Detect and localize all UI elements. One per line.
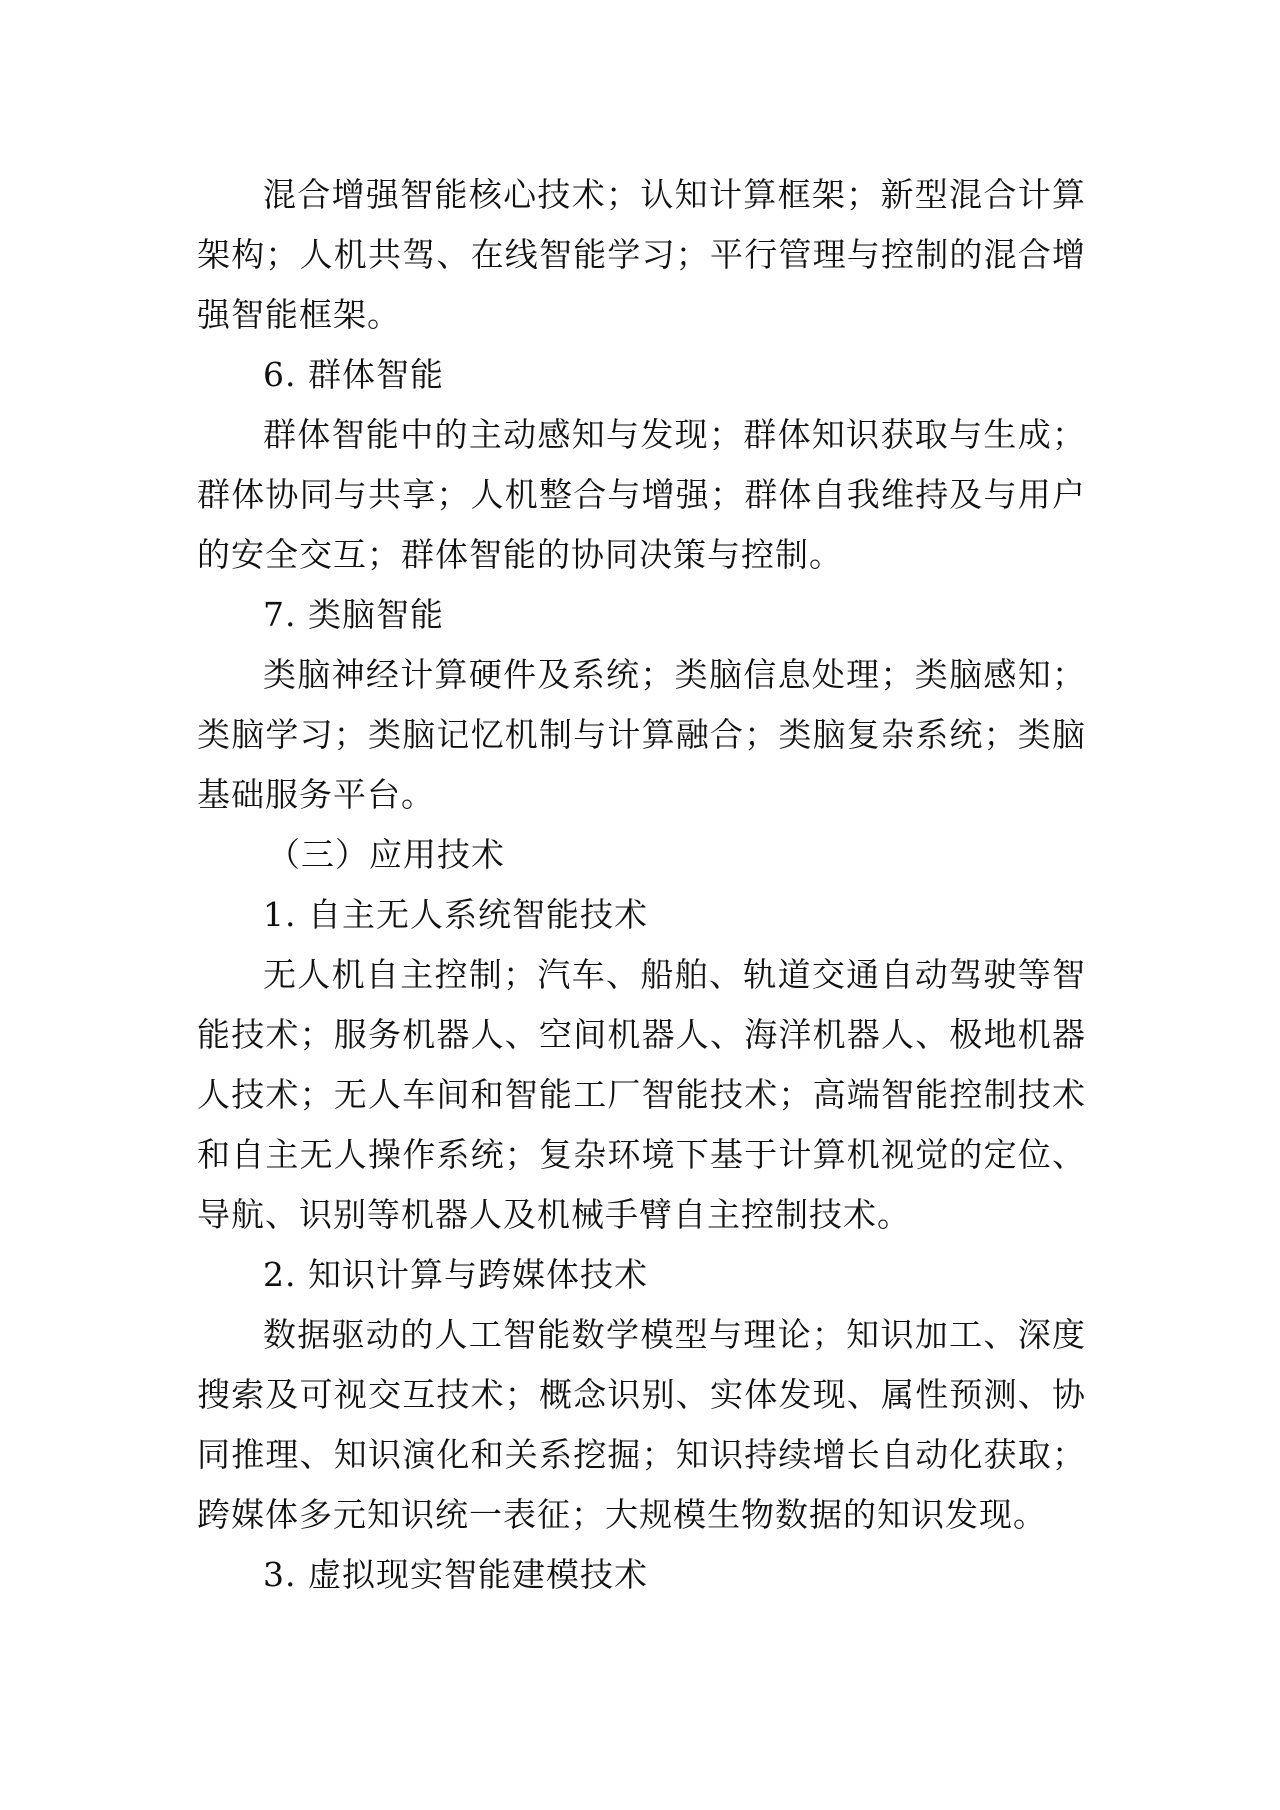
- section-heading-application-technology: （三）应用技术: [267, 835, 505, 874]
- paragraph-swarm-intelligence: 群体智能中的主动感知与发现；群体知识获取与生成；群体协同与共享；人机整合与增强；群体自我维持及与用户的安全交互；群体智能的协同决策与控制。: [197, 415, 1086, 574]
- heading-knowledge-computing: 2. 知识计算与跨媒体技术: [263, 1255, 648, 1294]
- paragraph-knowledge-computing: 数据驱动的人工智能数学模型与理论；知识加工、深度搜索及可视交互技术；概念识别、实体发现、属性预测、协同推理、知识演化和关系挖掘；知识持续增长自动化获取；跨媒体多元知识统一表征；大规模生物数据的知识发现。: [197, 1315, 1086, 1534]
- heading-virtual-reality-modeling: 3. 虚拟现实智能建模技术: [263, 1555, 648, 1594]
- heading-brain-inspired-intelligence: 7. 类脑智能: [263, 595, 444, 634]
- heading-autonomous-unmanned-systems: 1. 自主无人系统智能技术: [263, 895, 648, 934]
- paragraph-brain-inspired-intelligence: 类脑神经计算硬件及系统；类脑信息处理；类脑感知；类脑学习；类脑记忆机制与计算融合；类脑复杂系统；类脑基础服务平台。: [197, 655, 1086, 814]
- heading-swarm-intelligence: 6. 群体智能: [263, 355, 444, 394]
- document-body: [197, 165, 1086, 1605]
- paragraph-hybrid-intelligence: 混合增强智能核心技术；认知计算框架；新型混合计算架构；人机共驾、在线智能学习；平行管理与控制的混合增强智能框架。: [197, 175, 1086, 334]
- paragraph-autonomous-unmanned-systems: 无人机自主控制；汽车、船舶、轨道交通自动驾驶等智能技术；服务机器人、空间机器人、海洋机器人、极地机器人技术；无人车间和智能工厂智能技术；高端智能控制技术和自主无人操作系统；复杂环境下基于计算机视觉的定位、导航、识别等机器人及机械手臂自主控制技术。: [197, 955, 1086, 1234]
